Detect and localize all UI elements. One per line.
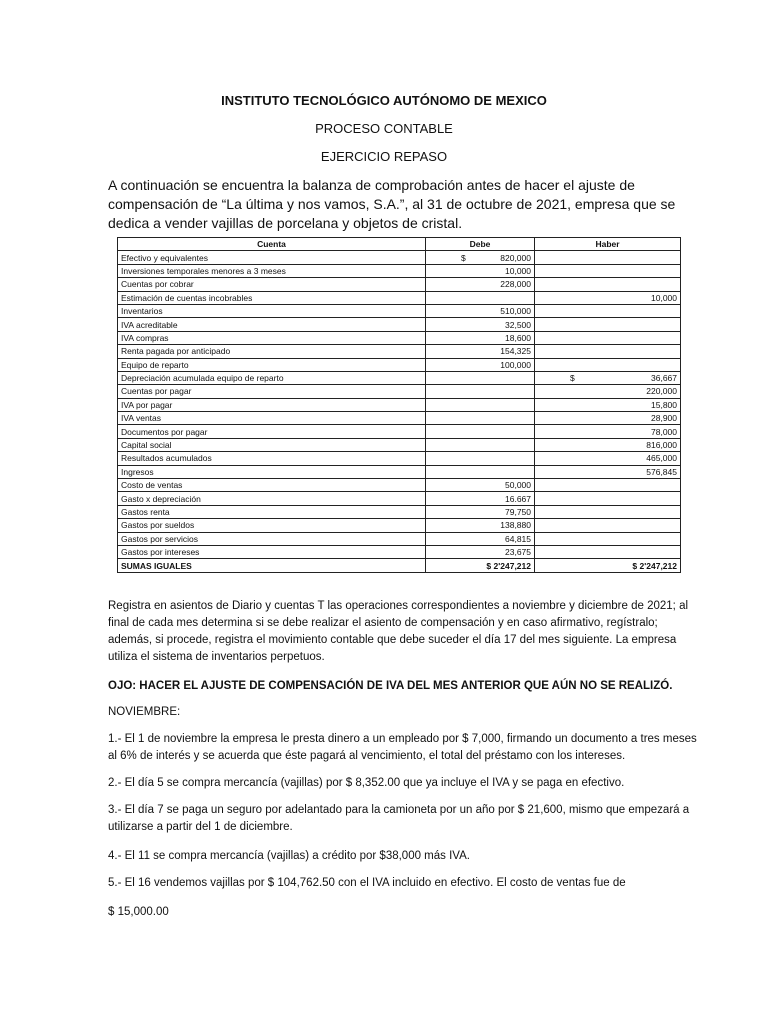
cell-debe <box>426 251 535 264</box>
table-row <box>118 304 681 317</box>
cell-haber <box>535 505 681 518</box>
table-row <box>118 532 681 545</box>
cell-debe <box>426 318 535 331</box>
cell-value: Gastos por sueldos <box>121 520 195 531</box>
cell-value: 820,000 <box>500 252 531 263</box>
table-row <box>118 278 681 291</box>
cell-value: Gastos por intereses <box>121 547 200 558</box>
table-row <box>118 251 681 264</box>
cell-value: Cuentas por pagar <box>121 386 192 397</box>
cell-value: 64,815 <box>505 533 531 544</box>
cell-cuenta <box>118 465 426 478</box>
cell-debe <box>426 452 535 465</box>
cell-debe <box>426 465 535 478</box>
list-item: 1.- El 1 de noviembre la empresa le presta dinero a un empleado por $ 7,000, firmando un documento a tres meses al 6% de interés y se acuerda que éste pagará al vencimiento, el total del préstamo con los intereses. <box>108 733 697 762</box>
institute-title: INSTITUTO TECNOLÓGICO AUTÓNOMO DE MEXICO <box>221 93 547 108</box>
cell-cuenta <box>118 331 426 344</box>
cell-value: 78,000 <box>651 426 677 437</box>
total-label: SUMAS IGUALES <box>118 559 426 572</box>
table-row <box>118 331 681 344</box>
cell-cuenta <box>118 545 426 558</box>
table-row <box>118 492 681 505</box>
cell-debe <box>426 492 535 505</box>
cell-value: Inventarios <box>121 306 163 317</box>
cell-value: Costo de ventas <box>121 480 183 491</box>
cell-value: Efectivo y equivalentes <box>121 252 208 263</box>
cell-debe <box>426 291 535 304</box>
cell-debe <box>426 358 535 371</box>
cell-value: IVA compras <box>121 332 169 343</box>
table-row <box>118 438 681 451</box>
cell-value: Gastos renta <box>121 507 170 517</box>
total-debe: $ 2'247,212 <box>426 559 535 572</box>
cell-debe <box>426 438 535 451</box>
exercise-title: EJERCICIO REPASO <box>320 149 448 164</box>
currency-sign: $ <box>461 252 466 263</box>
list-item: 5.- El 16 vendemos vajillas por $ 104,762.50 con el IVA incluido en efectivo. El costo de ventas fue de <box>108 877 626 889</box>
cell-haber <box>535 532 681 545</box>
table-row <box>118 291 681 304</box>
warning-note: OJO: HACER EL AJUSTE DE COMPENSACIÓN DE IVA DEL MES ANTERIOR QUE AÚN NO SE REALIZÓ. <box>108 680 673 692</box>
cell-cuenta <box>118 371 426 384</box>
cell-debe <box>426 519 535 532</box>
cell-value: IVA ventas <box>121 413 162 424</box>
table-row <box>118 371 681 384</box>
cell-cuenta <box>118 425 426 438</box>
cell-value: Equipo de reparto <box>121 359 189 370</box>
cell-haber <box>535 278 681 291</box>
table-row <box>118 345 681 358</box>
cell-cuenta <box>118 358 426 371</box>
cell-haber <box>535 291 681 304</box>
cell-haber <box>535 465 681 478</box>
cell-haber <box>535 412 681 425</box>
cell-haber <box>535 331 681 344</box>
cell-value: 138,880 <box>500 520 531 531</box>
cell-cuenta <box>118 278 426 291</box>
cell-debe <box>426 385 535 398</box>
cell-haber <box>535 398 681 411</box>
table-row <box>118 519 681 532</box>
table-row <box>118 452 681 465</box>
cell-value: 576,845 <box>646 466 677 477</box>
cell-value: 154,325 <box>500 346 531 357</box>
table-row <box>118 385 681 398</box>
cell-haber <box>535 452 681 465</box>
cell-value: 816,000 <box>646 440 677 451</box>
table-row <box>118 318 681 331</box>
cell-haber <box>535 519 681 532</box>
header-debe: Debe <box>426 238 535 251</box>
cell-value: Gastos por servicios <box>121 533 198 544</box>
cell-haber <box>535 479 681 492</box>
table-row <box>118 465 681 478</box>
cell-value: 510,000 <box>500 306 531 317</box>
trial-balance-table <box>117 237 681 573</box>
cell-cuenta <box>118 398 426 411</box>
cell-value: IVA acreditable <box>121 319 178 330</box>
cell-value: 16.667 <box>505 493 531 504</box>
cell-cuenta <box>118 519 426 532</box>
cell-value: 228,000 <box>500 279 531 290</box>
cell-value: Ingresos <box>121 466 154 477</box>
cell-cuenta <box>118 318 426 331</box>
total-haber: $ 2'247,212 <box>535 559 681 572</box>
cell-haber <box>535 251 681 264</box>
cell-value: 465,000 <box>646 453 677 464</box>
table-row <box>118 412 681 425</box>
cell-value: Gasto x depreciación <box>121 493 201 504</box>
list-item: 4.- El 11 se compra mercancía (vajillas) a crédito por $38,000 más IVA. <box>108 850 470 862</box>
subject-title: PROCESO CONTABLE <box>315 121 453 136</box>
cell-debe <box>426 412 535 425</box>
cell-haber <box>535 345 681 358</box>
cell-debe <box>426 304 535 317</box>
month-heading: NOVIEMBRE: <box>108 706 181 718</box>
cell-value: 36,667 <box>651 373 677 384</box>
cell-haber <box>535 545 681 558</box>
cell-cuenta <box>118 251 426 264</box>
cell-value: Inversiones temporales menores a 3 meses <box>121 265 286 276</box>
cell-cuenta <box>118 505 426 518</box>
header-cuenta: Cuenta <box>118 238 426 251</box>
cell-cuenta <box>118 304 426 317</box>
table-row <box>118 479 681 492</box>
cell-cuenta <box>118 532 426 545</box>
cell-haber <box>535 438 681 451</box>
cell-cuenta <box>118 291 426 304</box>
cell-haber <box>535 304 681 317</box>
cell-debe <box>426 505 535 518</box>
cell-debe <box>426 532 535 545</box>
cell-value: Capital social <box>121 440 172 451</box>
cell-debe <box>426 264 535 277</box>
cell-cuenta <box>118 264 426 277</box>
cell-haber <box>535 385 681 398</box>
cell-debe <box>426 545 535 558</box>
list-item: 3.- El día 7 se paga un seguro por adelantado para la camioneta por un año por $ 21,600, mismo que empezará a utilizarse a partir del 1 de diciembre. <box>108 804 690 833</box>
table-row <box>118 545 681 558</box>
table-row <box>118 425 681 438</box>
cell-debe <box>426 345 535 358</box>
table-header-row <box>118 238 681 251</box>
currency-sign: $ <box>570 373 575 384</box>
cell-debe <box>426 425 535 438</box>
cell-cuenta <box>118 492 426 505</box>
intro-paragraph: A continuación se encuentra la balanza de comprobación antes de hacer el ajuste de compensación de “La última y nos vamos, S.A.”, al 31 de octubre de 2021, empresa que se dedica a vender vajillas de porcelana y objetos de cristal. <box>108 177 676 231</box>
list-item: 2.- El día 5 se compra mercancía (vajillas) por $ 8,352.00 que ya incluye el IVA y se paga en efectivo. <box>108 777 625 789</box>
cell-value: Resultados acumulados <box>121 453 212 464</box>
table-row <box>118 398 681 411</box>
cell-value: Cuentas por cobrar <box>121 279 194 290</box>
cell-value: Depreciación acumulada equipo de reparto <box>121 373 284 384</box>
table-row <box>118 264 681 277</box>
cell-debe <box>426 479 535 492</box>
cell-haber <box>535 492 681 505</box>
table-row <box>118 505 681 518</box>
cell-value: 100,000 <box>500 359 531 370</box>
cell-debe <box>426 278 535 291</box>
table-total-row <box>118 559 681 572</box>
cell-haber <box>535 264 681 277</box>
cell-value: 79,750 <box>505 507 531 517</box>
cell-haber <box>535 358 681 371</box>
cell-cuenta <box>118 412 426 425</box>
cell-value: 50,000 <box>505 480 531 491</box>
list-item: $ 15,000.00 <box>108 906 169 918</box>
cell-value: Estimación de cuentas incobrables <box>121 292 253 303</box>
cell-haber <box>535 318 681 331</box>
cell-value: 10,000 <box>651 292 677 303</box>
cell-value: 18,600 <box>505 332 531 343</box>
cell-cuenta <box>118 385 426 398</box>
cell-debe <box>426 371 535 384</box>
cell-debe <box>426 398 535 411</box>
header-haber: Haber <box>535 238 681 251</box>
cell-value: 15,800 <box>651 399 677 410</box>
cell-cuenta <box>118 345 426 358</box>
cell-cuenta <box>118 438 426 451</box>
cell-value: IVA por pagar <box>121 399 173 410</box>
cell-value: Renta pagada por anticipado <box>121 346 231 357</box>
cell-debe <box>426 331 535 344</box>
table-body <box>118 251 681 559</box>
cell-cuenta <box>118 479 426 492</box>
instructions-paragraph: Registra en asientos de Diario y cuentas T las operaciones correspondientes a noviembre y diciembre de 2021; al final de cada mes determina si se debe realizar el asiento de compensación y en caso afirmativo, regístralo; además, si procede, registra el movimiento contable que debe suceder el día 17 del mes siguiente. La empresa utiliza el sistema de inventarios perpetuos. <box>108 600 689 663</box>
cell-haber <box>535 425 681 438</box>
cell-value: 23,675 <box>505 547 531 558</box>
table-row <box>118 358 681 371</box>
cell-value: 32,500 <box>505 319 531 330</box>
cell-value: 10,000 <box>505 265 531 276</box>
cell-value: Documentos por pagar <box>121 426 208 437</box>
cell-value: 28,900 <box>651 413 677 424</box>
cell-value: 220,000 <box>646 386 677 397</box>
cell-cuenta <box>118 452 426 465</box>
cell-haber <box>535 371 681 384</box>
